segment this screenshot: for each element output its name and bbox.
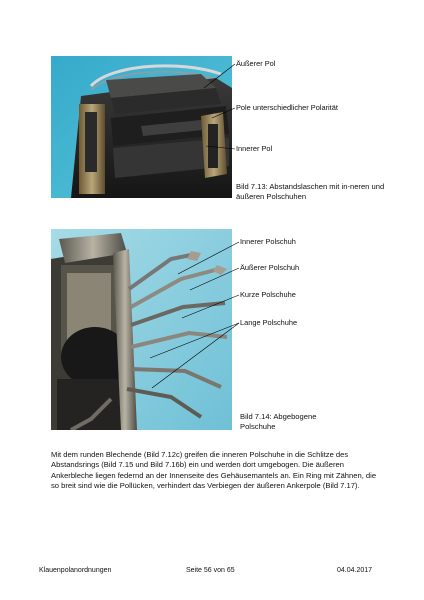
label-outer-pole: Äußerer Pol xyxy=(236,59,276,68)
label-short-pole-shoes: Kurze Polschuhe xyxy=(240,290,296,299)
figure-2-caption: Bild 7.14: Abgebogene Polschuhe xyxy=(240,412,317,431)
figure-1-photo xyxy=(51,56,232,198)
label-inner-pole-shoe: Innerer Polschuh xyxy=(240,237,296,246)
label-poles-different-polarity xyxy=(236,103,346,112)
label-long-pole-shoes: Lange Polschuhe xyxy=(240,318,298,327)
label-inner-pole: Innerer Pol xyxy=(236,144,273,153)
figure-2-image xyxy=(51,229,232,430)
figure-1-image xyxy=(51,56,232,198)
body-paragraph: Mit dem runden Blechende (Bild 7.12c) greifen die inneren Polschuhe in die Schlitze des Abstandsrings (Bild 7.15 und Bild 7.16b) ein und werden dort umgebogen. Die äußeren Ankerbleche liegen federnd an der Innenseite des Gehäusemantels an. Ein Ring mit Zähnen, die so breit sind wie die Pollücken, verhindert das Verbiegen der äußeren Ankerpole (Bild 7.17). xyxy=(51,450,377,491)
figure-1-caption: Bild 7.13: Abstandslaschen mit in-neren und äußeren Polschuhen xyxy=(236,182,385,201)
footer-center: Seite 56 von 65 xyxy=(186,567,235,574)
figure-2-photo xyxy=(51,229,232,430)
footer-right: 04.04.2017 xyxy=(337,567,373,574)
label-outer-pole-shoe: Äußerer Polschuh xyxy=(240,263,300,272)
label-poles-different-polarity-text: Pole unterschiedlicher Polarität xyxy=(236,103,338,112)
footer-left: Klauenpolanordnungen xyxy=(39,567,112,574)
